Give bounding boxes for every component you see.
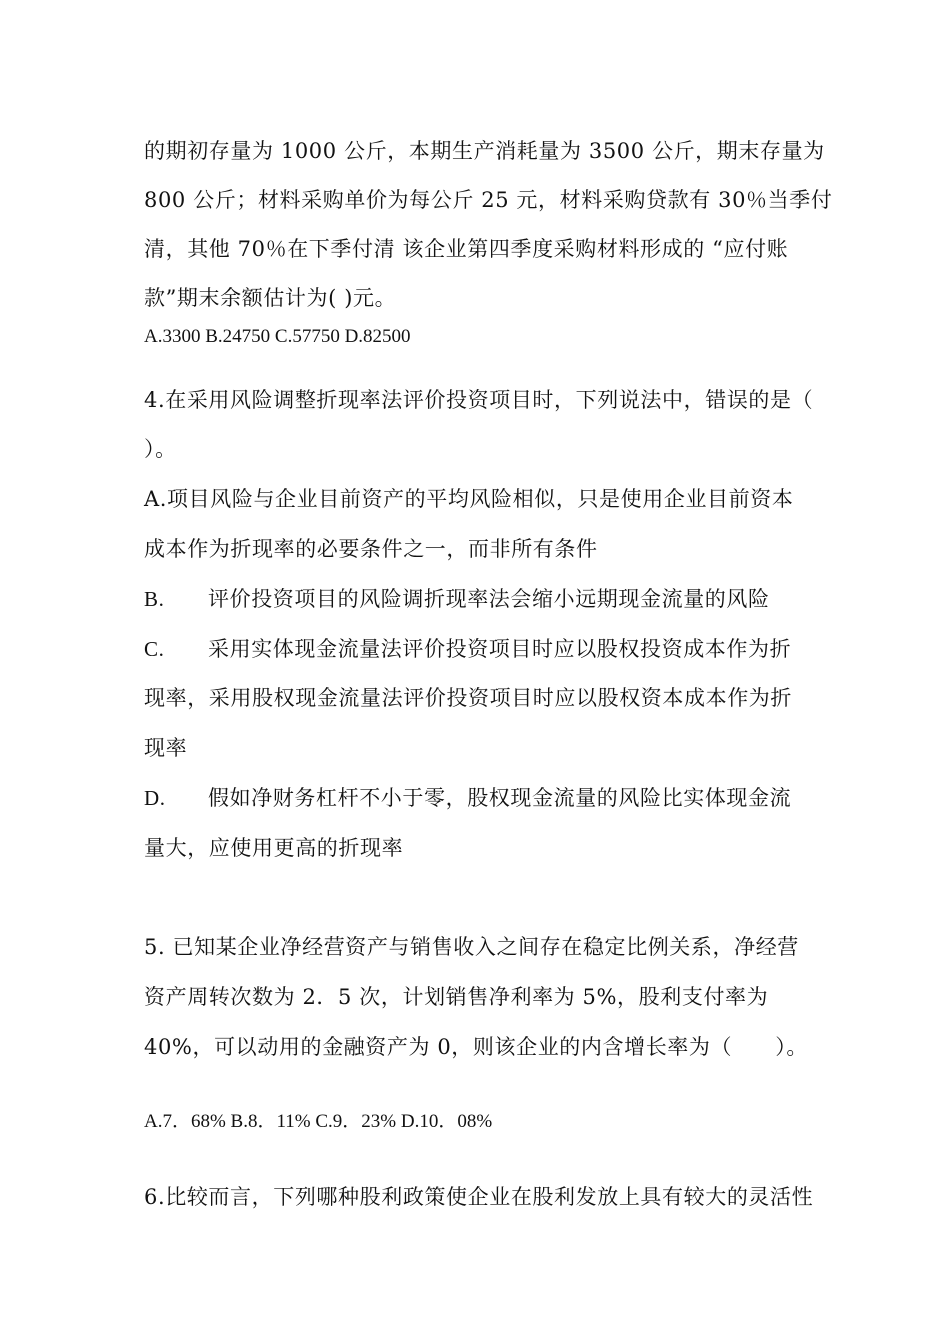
q4-option-d-line-2: 量大，应使用更高的折现率 <box>144 836 404 860</box>
q5-stem-line-2: 资产周转次数为 2．5 次，计划销售净利率为 5%，股利支付率为 <box>144 985 769 1009</box>
q5-options: A.7．68% B.8．11% C.9．23% D.10．08% <box>144 1111 493 1132</box>
q4-option-b <box>144 585 770 613</box>
q4-option-d <box>144 784 791 812</box>
q4-option-c-line-2: 现率，采用股权现金流量法评价投资项目时应以股权资本成本作为折 <box>144 686 792 710</box>
q3-options: A.3300 B.24750 C.57750 D.82500 <box>144 326 411 347</box>
q5-stem-line-3: 40%，可以动用的金融资产为 0，则该企业的内含增长率为（ ）。 <box>144 1035 809 1059</box>
q4-option-d-line-1: 假如净财务杠杆不小于零，股权现金流量的风险比实体现金流 <box>208 786 792 810</box>
q4-option-b-letter: B. <box>144 587 165 611</box>
q3-line-2: 800 公斤；材料采购单价为每公斤 25 元，材料采购贷款有 30％当季付 <box>144 188 833 212</box>
q4-stem-line-2: ）。 <box>144 437 177 461</box>
q4-option-c-letter: C. <box>144 637 165 661</box>
q4-option-a-line-2: 成本作为折现率的必要条件之一，而非所有条件 <box>144 537 598 561</box>
q4-option-c <box>144 635 791 663</box>
q4-option-c-line-3: 现率 <box>144 736 188 760</box>
q4-option-c-line-1: 采用实体现金流量法评价投资项目时应以股权投资成本作为折 <box>208 637 792 661</box>
q6-stem-line-1: 6.比较而言，下列哪种股利政策使企业在股利发放上具有较大的灵活性 <box>144 1185 814 1209</box>
q3-line-4: 款”期末余额估计为( )元。 <box>144 286 397 310</box>
q4-option-b-text: 评价投资项目的风险调折现率法会缩小远期现金流量的风险 <box>208 587 770 611</box>
q5-stem-line-1: 5. 已知某企业净经营资产与销售收入之间存在稳定比例关系，净经营 <box>144 935 799 959</box>
q4-option-d-letter: D. <box>144 786 166 810</box>
q4-stem-line-1: 4.在采用风险调整折现率法评价投资项目时，下列说法中，错误的是（ <box>144 388 814 412</box>
q3-line-3: 清，其他 70％在下季付清 该企业第四季度采购材料形成的 “应付账 <box>144 237 789 261</box>
q4-option-a-line-1: A.项目风险与企业目前资产的平均风险相似，只是使用企业目前资本 <box>144 487 794 511</box>
q3-line-1: 的期初存量为 1000 公斤，本期生产消耗量为 3500 公斤，期末存量为 <box>144 139 825 163</box>
